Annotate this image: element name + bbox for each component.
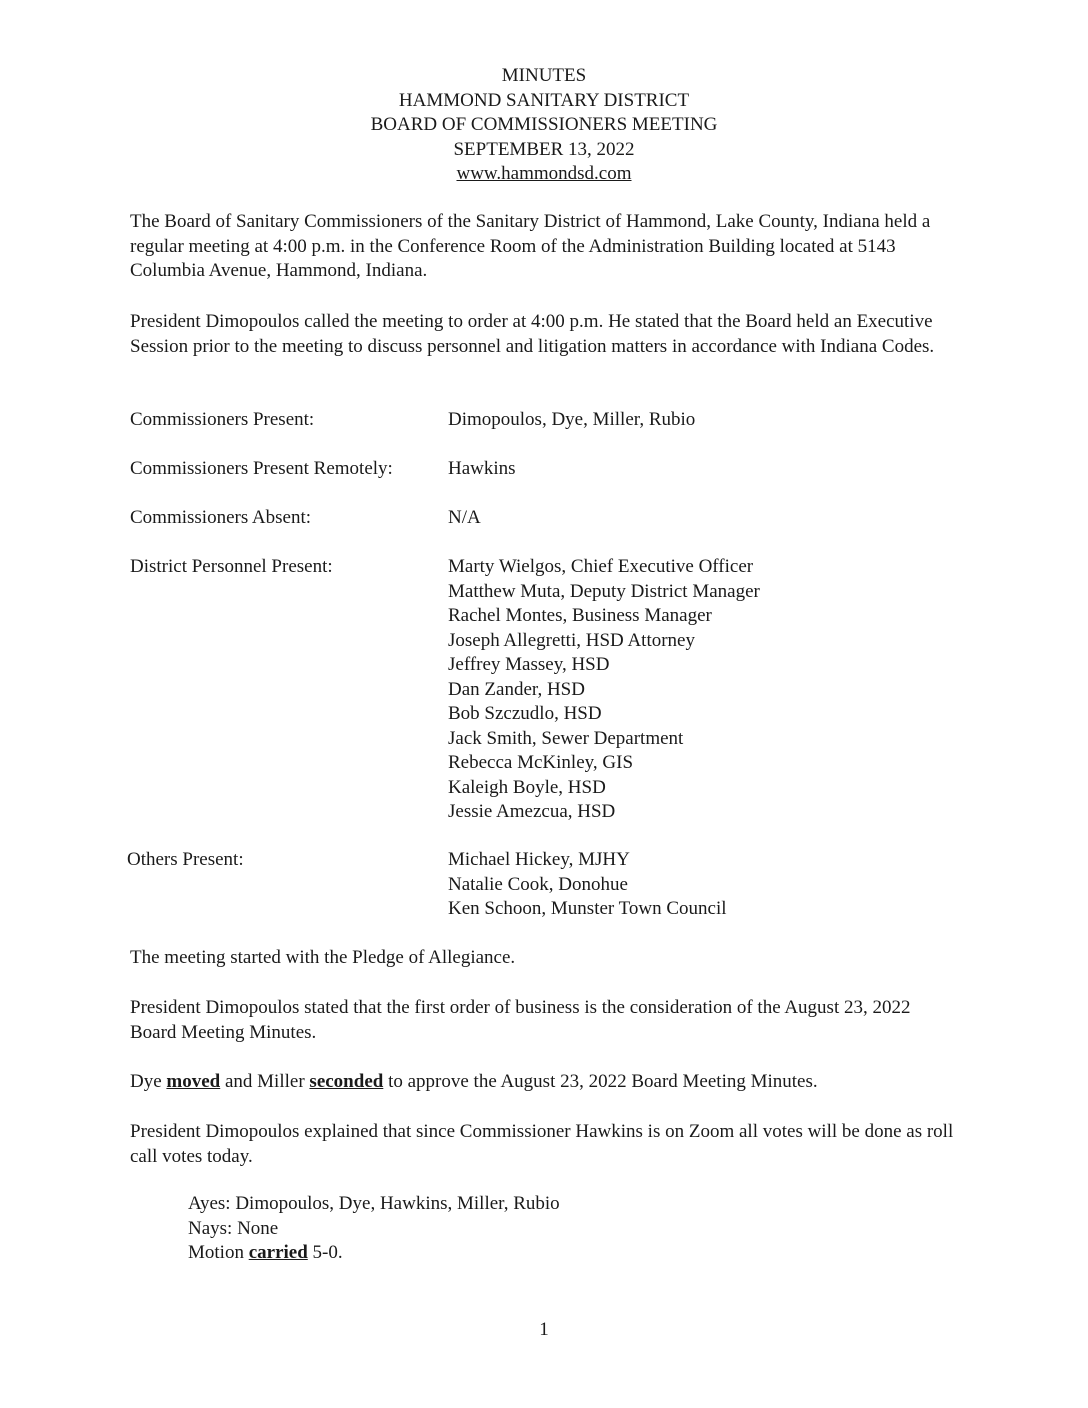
list-item: Rebecca McKinley, GIS (448, 752, 634, 773)
commissioners-remote-label: Commissioners Present Remotely: (130, 458, 393, 479)
commissioners-present-label: Commissioners Present: (130, 409, 315, 430)
list-item: Michael Hickey, MJHY (448, 849, 630, 870)
district-personnel-list (448, 555, 760, 825)
intro-paragraph: The Board of Sanitary Commissioners of the Sanitary District of Hammond, Lake County, Indiana held a regular meeting at 4:00 p.m. in the Conference Room of the Administration Building located at 5143 Columbia Avenue, Hammond, Indiana. (130, 211, 931, 281)
list-item: Rachel Montes, Business Manager (448, 605, 712, 626)
page-number: 1 (539, 1319, 549, 1340)
motion-text-seconder: and Miller (220, 1071, 310, 1092)
motion-seconded-keyword: seconded (309, 1071, 384, 1092)
others-present-list (448, 848, 727, 922)
commissioners-absent-value: N/A (448, 507, 481, 528)
district-personnel-label: District Personnel Present: (130, 556, 333, 577)
commissioners-present-value: Dimopoulos, Dye, Miller, Rubio (448, 409, 696, 430)
motion-text-subject: to approve the August 23, 2022 Board Meeting Minutes. (383, 1071, 818, 1092)
document-header (0, 64, 1088, 187)
commissioners-absent-label: Commissioners Absent: (130, 507, 312, 528)
first-business-paragraph: President Dimopoulos stated that the first order of business is the consideration of the August 23, 2022 Board Meeting Minutes. (130, 997, 911, 1043)
list-item: Joseph Allegretti, HSD Attorney (448, 629, 695, 651)
vote-result (188, 1241, 888, 1266)
header-date: SEPTEMBER 13, 2022 (453, 138, 635, 160)
roll-call-vote (188, 1192, 888, 1266)
motion-moved-keyword: moved (166, 1071, 221, 1092)
others-present-label: Others Present: (127, 849, 244, 870)
list-item: Bob Szczudlo, HSD (448, 703, 602, 724)
vote-result-count: 5-0. (307, 1242, 343, 1263)
vote-result-prefix: Motion (188, 1242, 249, 1263)
list-item: Marty Wielgos, Chief Executive Officer (448, 556, 754, 577)
header-meeting-type: BOARD OF COMMISSIONERS MEETING (370, 114, 718, 135)
zoom-note-paragraph: President Dimopoulos explained that since Commissioner Hawkins is on Zoom all votes will be done as roll call votes today. (130, 1121, 954, 1167)
list-item: Jeffrey Massey, HSD (448, 654, 610, 675)
list-item: Natalie Cook, Donohue (448, 873, 628, 895)
header-organization: HAMMOND SANITARY DISTRICT (398, 89, 690, 111)
list-item: Kaleigh Boyle, HSD (448, 776, 606, 798)
list-item: Matthew Muta, Deputy District Manager (448, 580, 760, 602)
list-item: Ken Schoon, Munster Town Council (448, 898, 727, 919)
header-title: MINUTES (501, 65, 587, 86)
list-item: Jessie Amezcua, HSD (448, 801, 616, 822)
commissioners-remote-value: Hawkins (448, 458, 516, 479)
motion-paragraph (130, 1070, 960, 1095)
vote-nays: Nays: None (188, 1217, 279, 1239)
list-item: Jack Smith, Sewer Department (448, 727, 684, 749)
list-item: Dan Zander, HSD (448, 678, 585, 700)
vote-ayes: Ayes: Dimopoulos, Dye, Hawkins, Miller, Rubio (188, 1193, 560, 1214)
vote-carried-keyword: carried (248, 1242, 308, 1263)
header-website-link[interactable]: www.hammondsd.com (456, 163, 632, 184)
motion-text-mover: Dye (130, 1071, 167, 1092)
call-to-order-paragraph: President Dimopoulos called the meeting to order at 4:00 p.m. He stated that the Board held an Executive Session prior to the meeting to discuss personnel and litigation matters in accordance with Indiana Codes. (130, 311, 935, 357)
pledge-paragraph: The meeting started with the Pledge of Allegiance. (130, 947, 516, 968)
